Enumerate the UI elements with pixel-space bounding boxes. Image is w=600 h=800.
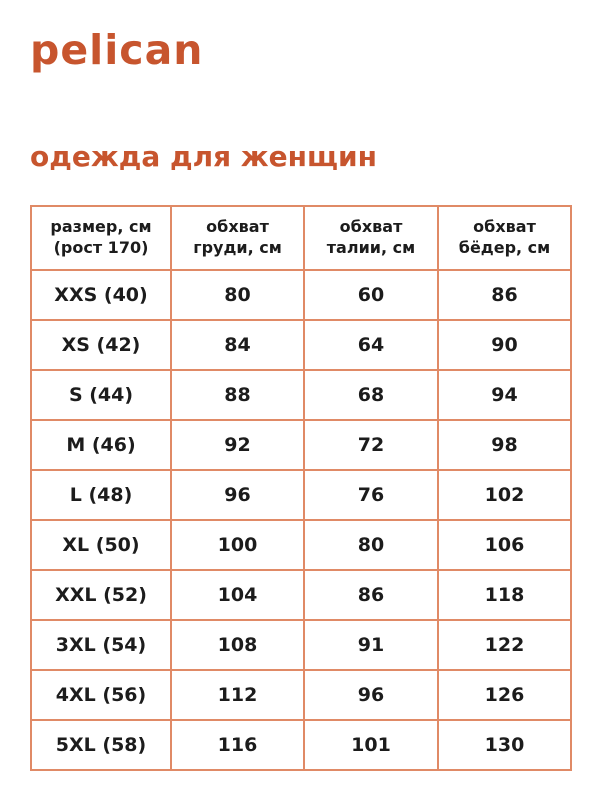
- hips-cell: 106: [438, 520, 571, 570]
- chest-cell: 116: [171, 720, 304, 770]
- header-size-line2: (рост 170): [53, 238, 149, 257]
- size-cell: XXS (40): [31, 270, 171, 320]
- waist-cell: 68: [304, 370, 438, 420]
- header-waist-line1: обхват: [339, 217, 403, 237]
- brand-logo: pelican: [30, 26, 204, 74]
- hips-cell: 122: [438, 620, 571, 670]
- waist-cell: 60: [304, 270, 438, 320]
- size-cell: XS (42): [31, 320, 171, 370]
- table-row: [31, 520, 571, 570]
- chest-cell: 108: [171, 620, 304, 670]
- table-row: [31, 420, 571, 470]
- header-waist-line2: талии, см: [326, 238, 416, 257]
- waist-cell: 72: [304, 420, 438, 470]
- size-cell: S (44): [31, 370, 171, 420]
- hips-cell: 98: [438, 420, 571, 470]
- hips-cell: 118: [438, 570, 571, 620]
- waist-cell: 64: [304, 320, 438, 370]
- table-row: [31, 720, 571, 770]
- page-title: одежда для женщин: [30, 140, 377, 173]
- hips-cell: 102: [438, 470, 571, 520]
- waist-cell: 101: [304, 720, 438, 770]
- hips-cell: 90: [438, 320, 571, 370]
- chest-cell: 96: [171, 470, 304, 520]
- size-cell: 5XL (58): [31, 720, 171, 770]
- hips-cell: 86: [438, 270, 571, 320]
- table-row: [31, 570, 571, 620]
- chest-cell: 100: [171, 520, 304, 570]
- header-chest-line1: обхват: [206, 217, 269, 237]
- table-row: [31, 620, 571, 670]
- table-row: [31, 670, 571, 720]
- waist-cell: 76: [304, 470, 438, 520]
- table-row: [31, 270, 571, 320]
- chest-cell: 112: [171, 670, 304, 720]
- header-hips-line2: бёдер, см: [458, 238, 551, 257]
- header-waist: [304, 206, 438, 270]
- size-table: [30, 205, 572, 771]
- waist-cell: 91: [304, 620, 438, 670]
- hips-cell: 130: [438, 720, 571, 770]
- waist-cell: 86: [304, 570, 438, 620]
- table-row: [31, 320, 571, 370]
- table-row: [31, 370, 571, 420]
- header-chest-line2: груди, см: [193, 238, 282, 257]
- size-cell: 3XL (54): [31, 620, 171, 670]
- hips-cell: 126: [438, 670, 571, 720]
- chest-cell: 84: [171, 320, 304, 370]
- size-cell: 4XL (56): [31, 670, 171, 720]
- header-hips-line1: обхват: [473, 217, 536, 237]
- waist-cell: 96: [304, 670, 438, 720]
- chest-cell: 104: [171, 570, 304, 620]
- header-chest: [171, 206, 304, 270]
- hips-cell: 94: [438, 370, 571, 420]
- table-row: [31, 470, 571, 520]
- header-size-line1: размер, см: [50, 217, 152, 237]
- header-hips: [438, 206, 571, 270]
- chest-cell: 80: [171, 270, 304, 320]
- size-cell: M (46): [31, 420, 171, 470]
- size-cell: XXL (52): [31, 570, 171, 620]
- chest-cell: 92: [171, 420, 304, 470]
- waist-cell: 80: [304, 520, 438, 570]
- size-table-body: [31, 270, 571, 770]
- size-cell: L (48): [31, 470, 171, 520]
- chest-cell: 88: [171, 370, 304, 420]
- table-header-row: [31, 206, 571, 270]
- size-cell: XL (50): [31, 520, 171, 570]
- header-size: [31, 206, 171, 270]
